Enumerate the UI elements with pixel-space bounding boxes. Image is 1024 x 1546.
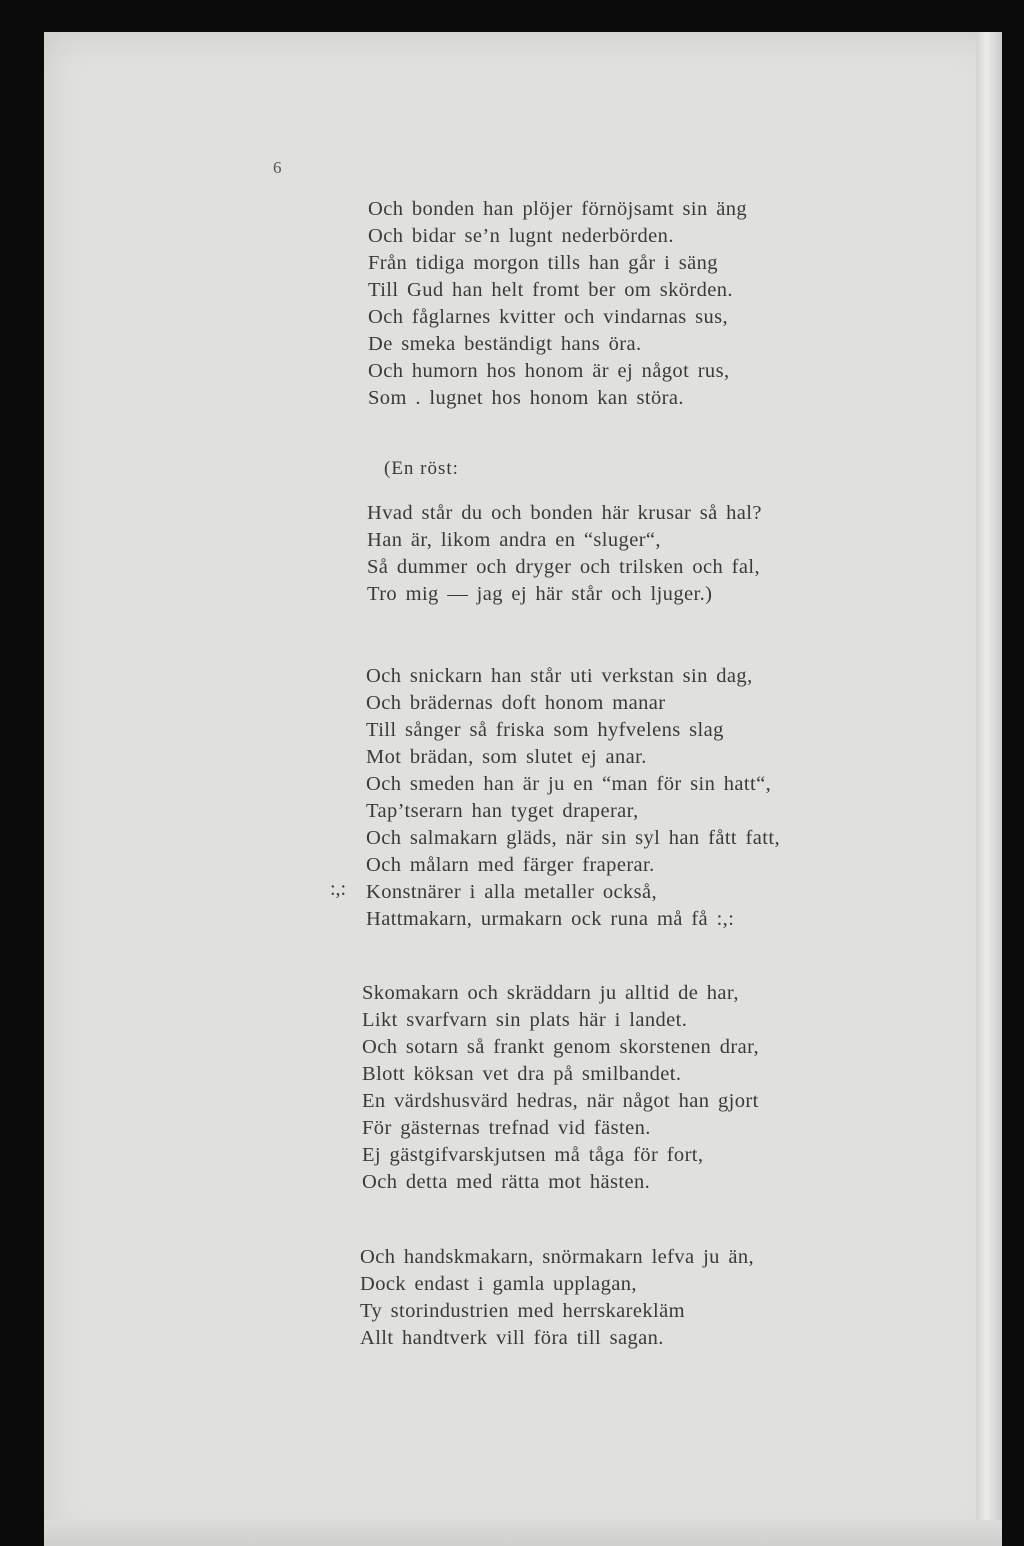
poem-line: Från tidiga morgon tills han går i säng [368,252,718,274]
stanza-5 [360,1244,754,1352]
poem-line: Blott köksan vet dra på smilbandet. [362,1063,682,1085]
poem-line: Och handskmakarn, snörmakarn lefva ju än, [360,1246,755,1268]
poem-line: Konstnärer i alla metaller också, [366,881,658,903]
poem-line: Och bonden han plöjer förnöjsamt sin äng [368,198,748,220]
poem-line: Och detta med rätta mot hästen. [362,1171,651,1193]
poem-line: Dock endast i gamla upplagan, [360,1273,637,1295]
poem-line: Allt handtverk vill föra till sagan. [360,1327,664,1349]
poem-line: Och brädernas doft honom manar [366,692,666,714]
poem-line: Som . lugnet hos honom kan störa. [368,387,684,409]
poem-line: Och humorn hos honom är ej något rus, [368,360,730,382]
poem-line: Och salmakarn gläds, när sin syl han fått fatt, [366,827,780,849]
page-bottom-edge [44,1520,1002,1546]
poem-line: Tap’tserarn han tyget draperar, [366,800,639,822]
poem-line: En värdshusvärd hedras, när något han gjort [362,1090,759,1112]
poem-line: Och snickarn han står uti verkstan sin dag, [366,665,753,687]
poem-line: Likt svarfvarn sin plats här i landet. [362,1009,688,1031]
poem-line: Ej gästgifvarskjutsen må tåga för fort, [362,1144,704,1166]
poem-line: Så dummer och dryger och trilsken och fal, [367,556,761,578]
poem-line: Tro mig — jag ej här står och ljuger.) [367,583,713,605]
poem-line: Och bidar se’n lugnt nederbörden. [368,225,674,247]
stanza-4 [362,980,759,1196]
poem-line: Han är, likom andra en “sluger“, [367,529,661,551]
poem-line: Till Gud han helt fromt ber om skörden. [368,279,733,301]
stanza-3 [366,663,780,933]
poem-line: Och smeden han är ju en “man för sin hatt“, [366,773,772,795]
stanza-1 [368,196,747,412]
poem-line: Ty storindustrien med herrskarekläm [360,1300,685,1322]
poem-line: De smeka beständigt hans öra. [368,333,642,355]
poem-line: Hvad står du och bonden här krusar så hal? [367,502,762,524]
poem-line: Till sånger så friska som hyfvelens slag [366,719,724,741]
poem-line: Mot brädan, som slutet ej anar. [366,746,647,768]
repeat-mark: :,: [330,878,347,900]
page-edge [976,32,1002,1546]
poem-line: Hattmakarn, urmakarn ock runa må få :,: [366,908,735,930]
poem-line: Och sotarn så frankt genom skorstenen drar, [362,1036,760,1058]
voice-label: (En röst: [384,458,459,479]
poem-line: Och målarn med färger fraperar. [366,854,655,876]
page-number: 6 [273,158,282,177]
poem-line: Och fåglarnes kvitter och vindarnas sus, [368,306,729,328]
stanza-2 [367,500,762,608]
poem-line: För gästernas trefnad vid fästen. [362,1117,651,1139]
book-page [44,32,1002,1546]
poem-line: Skomakarn och skräddarn ju alltid de har, [362,982,739,1004]
